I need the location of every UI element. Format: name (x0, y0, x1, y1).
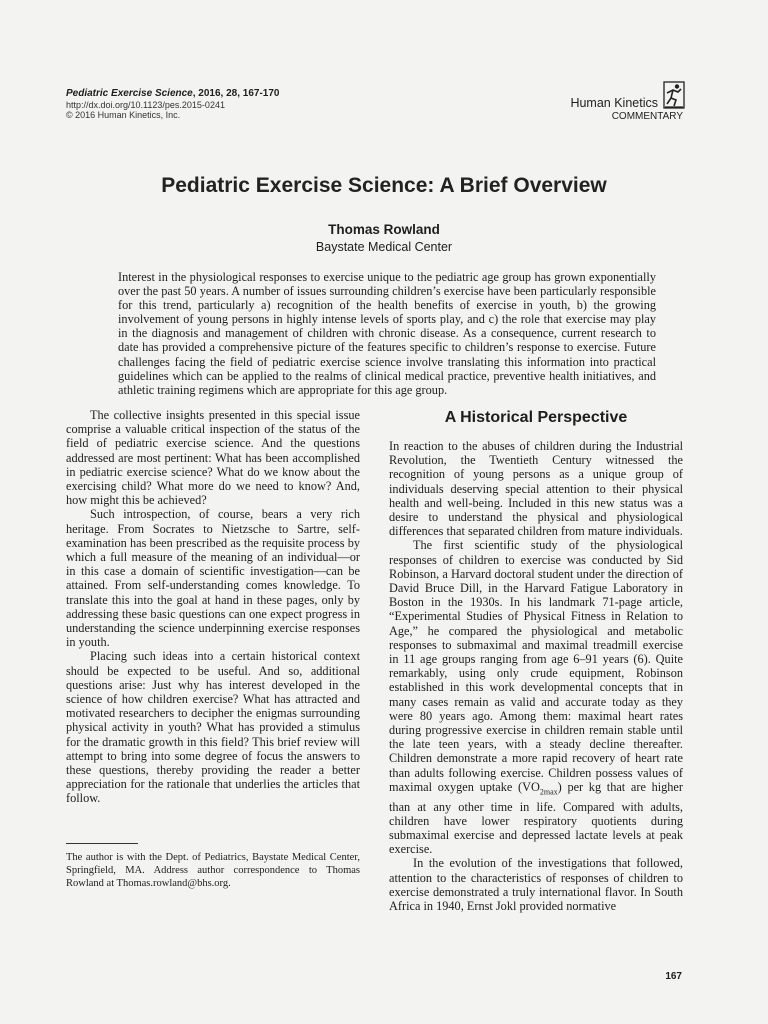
publisher-block (540, 94, 686, 110)
journal-citation (66, 88, 280, 99)
footnote-divider (66, 843, 138, 844)
article-title: Pediatric Exercise Science: A Brief Overview (161, 174, 607, 197)
human-kinetics-logo-icon (662, 80, 686, 110)
journal-volume: , 2016, 28, 167-170 (192, 88, 280, 99)
section-heading: A Historical Perspective (444, 409, 628, 426)
body-paragraph (389, 538, 683, 856)
article-type-label: COMMENTARY (611, 111, 683, 122)
doi-link[interactable]: http://dx.doi.org/10.1123/pes.2015-0241 (66, 100, 225, 110)
journal-name: Pediatric Exercise Science (66, 88, 193, 99)
body-paragraph: In reaction to the abuses of children during the Industrial Revolution, the Twentieth Century witnessed the recognition of young persons as a unique group of individuals deserving special attention to their physical health and well-being. Included in this new status was a desire to understand the physical and physiological differences that separated children from mature individuals. (389, 439, 683, 539)
page-number: 167 (665, 971, 682, 982)
body-text: The first scientific study of the physiological responses of children to exercise was conducted by Sid Robinson, a Harvard doctoral student under the direction of David Bruce Dill, in the Harvard Fatigue Laboratory in Boston in the 1930s. In his landmark 71-page article, “Experimental Studies of Physical Fitness in Relation to Age,” he compared the physiological and metabolic responses to submaximal and maximal treadmill exercise in 11 age groups ranging from age 6–91 years (6). Quite remarkably, using only crude equipment, Robinson established in this work developmental concepts that in many cases remain as valid and accurate today as they were 80 years ago. Among them: maximal heart rates during progressive exercise in children remain stable until the late teen years, with a steady decline thereafter. Children demonstrate a more rapid recovery of heart rate than adults following exercise. Children possess values of maximal oxygen uptake (VO (389, 538, 683, 794)
right-column (389, 439, 683, 913)
publisher-name: Human Kinetics (570, 96, 658, 110)
copyright-notice: © 2016 Human Kinetics, Inc. (66, 110, 181, 120)
subscript: 2max (539, 787, 558, 797)
body-paragraph: Such introspection, of course, bears a very rich heritage. From Socrates to Nietzsche to Sartre, self-examination has been prescribed as the requisite process by which a full measure of the meaning of an individual—or in this case a domain of scientific investigation—can be attained. From self-understanding comes knowledge. To translate this into the goal at hand in these pages, only by addressing these basic questions can one expect progress in understanding the science underpinning exercise responses in youth. (66, 507, 360, 650)
author-name: Thomas Rowland (328, 222, 440, 237)
footnote: The author is with the Dept. of Pediatrics, Baystate Medical Center, Springfield, MA. Address author correspondence to Thomas Rowland at Thomas.rowland@bhs.org. (66, 852, 360, 890)
body-paragraph: In the evolution of the investigations that followed, attention to the characteristics of responses of children to exercise demonstrated a truly international flavor. In South Africa in 1940, Ernst Jokl provided normative (389, 856, 683, 913)
body-paragraph: The collective insights presented in this special issue comprise a valuable critical inspection of the status of the field of pediatric exercise science. And the questions addressed are most pertinent: What has been accomplished in pediatric exercise science? What do we know about the exercising child? What more do we need to know? And, how might this be achieved? (66, 408, 360, 508)
left-column (66, 408, 360, 806)
body-paragraph: Placing such ideas into a certain historical context should be expected to be useful. And so, additional questions arise: Just why has interest developed in the science of how children exercise? What has attracted and motivated researchers to decipher the enigmas surrounding physical activity in youth? What has provided a stimulus for the dramatic growth in this field? This brief review will attempt to bring into some degree of focus the answers to these questions, thereby providing the reader a better appreciation for the rationale that underlies the articles that follow. (66, 649, 360, 806)
author-affiliation: Baystate Medical Center (315, 240, 453, 254)
abstract: Interest in the physiological responses to exercise unique to the pediatric age group has grown exponentially over the past 50 years. A number of issues surrounding children’s exercise have been particularly responsible for this trend, particularly a) recognition of the health benefits of exercise in youth, b) the growing involvement of young persons in highly intense levels of sports play, and c) the role that exercise may play in the diagnosis and management of children with chronic disease. As a consequence, current research to date has provided a comprehensive picture of the features specific to children’s response to exercise. Future challenges facing the field of pediatric exercise science involve translating this information into practical guidelines which can be applied to the realms of clinical medical practice, preventive health initiatives, and athletic training regimens which are appropriate for this age group. (118, 270, 656, 397)
body-text: ) per kg that are higher than at any other time in life. Compared with adults, children have lower respiratory quotients during submaximal exercise and depressed lactate levels at peak exercise. (389, 779, 683, 857)
